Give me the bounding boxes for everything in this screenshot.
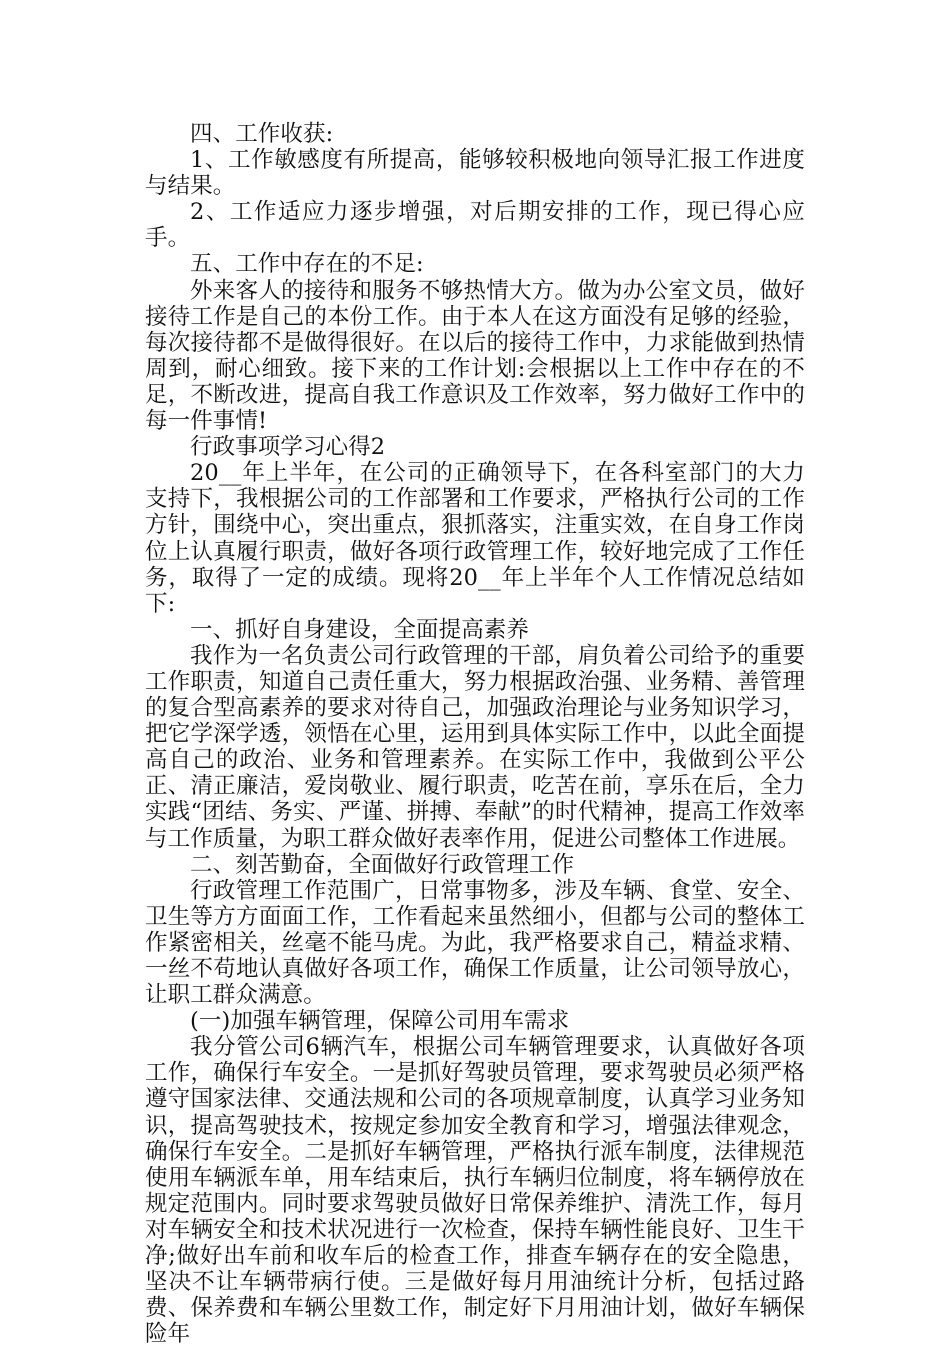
- section-heading-admin-work: 二、刻苦勤奋，全面做好行政管理工作: [190, 851, 575, 878]
- vehicle-management-paragraph: 我分管公司6辆汽车，根据公司车辆管理要求，认真做好各项工作，确保行车安全。一是抓好驾驶员管理，要求驾驶员必须严格遵守国家法律、交通法规和公司的各项规章制度，认真学习业务知识，提高驾驶技术，按规定参加安全教育和学习，增强法律观念，确保行车安全。二是抓好车辆管理，严格执行派车制度，法律规范使用车辆派车单，用车结束后，执行车辆归位制度，将车辆停放在规定范围内。同时要求驾驶员做好日常保养维护、清洗工作，每月对车辆安全和技术状况进行一次检查，保持车辆性能良好、卫生干净;做好出车前和收车后的检查工作，排查车辆存在的安全隐患，坚决不让车辆带病行使。三是做好每月用油统计分析，包括过路费、保养费和车辆公里数工作，制定好下月用油计划，做好车辆保险年: [145, 1034, 805, 1347]
- self-building-paragraph: 我作为一名负责公司行政管理的干部，肩负着公司给予的重要工作职责，知道自己责任重大，努力根据政治强、业务精、善管理的复合型高素养的要求对待自己，加强政治理论与业务知识学习，把它学深学透，领悟在心里，运用到具体实际工作中，以此全面提高自己的政治、业务和管理素养。在实际工作中，我做到公平公正、清正廉洁，爱岗敬业、履行职责，吃苦在前，享乐在后，全力实践“团结、务实、严谨、拼搏、奉献”的时代精神，提高工作效率与工作质量，为职工群众做好表率作用，促进公司整体工作进展。: [145, 642, 805, 852]
- section-heading-shortcomings: 五、工作中存在的不足:: [190, 251, 424, 278]
- section-heading-work-gains: 四、工作收获:: [190, 121, 334, 147]
- intro-paragraph: 20__年上半年，在公司的正确领导下，在各科室部门的大力支持下，我根据公司的工作部署和工作要求，严格执行公司的工作方针，围绕中心，突出重点，狠抓落实，注重实效，在自身工作岗位上认真履行职责，做好各项行政管理工作，较好地完成了工作任务，取得了一定的成绩。现将20__年上半年个人工作情况总结如下:: [145, 460, 805, 617]
- section-heading-self-building: 一、抓好自身建设，全面提高素养: [190, 616, 530, 643]
- gain-item-1: 1、工作敏感度有所提高，能够较积极地向领导汇报工作进度与结果。: [145, 147, 805, 200]
- gain-item-2: 2、工作适应力逐步增强，对后期安排的工作，现已得心应手。: [145, 199, 805, 252]
- subheading-vehicle-management: (一)加强车辆管理，保障公司用车需求: [190, 1008, 570, 1035]
- shortcomings-paragraph: 外来客人的接待和服务不够热情大方。做为办公室文员，做好接待工作是自己的本份工作。由于本人在这方面没有足够的经验，每次接待都不是做得很好。在以后的接待工作中，力求能做到热情周到，耐心细致。接下来的工作计划:会根据以上工作中存在的不足，不断改进，提高自我工作意识及工作效率，努力做好工作中的每一件事情!: [145, 277, 805, 435]
- article-title-2: 行政事项学习心得2: [190, 434, 386, 461]
- document-page: [145, 121, 805, 1347]
- admin-work-paragraph: 行政管理工作范围广，日常事物多，涉及车辆、食堂、安全、卫生等方方面面工作，工作看起来虽然细小，但都与公司的整体工作紧密相关，丝毫不能马虎。为此，我严格要求自己，精益求精、一丝不苟地认真做好各项工作，确保工作质量，让公司领导放心，让职工群众满意。: [145, 877, 805, 1009]
